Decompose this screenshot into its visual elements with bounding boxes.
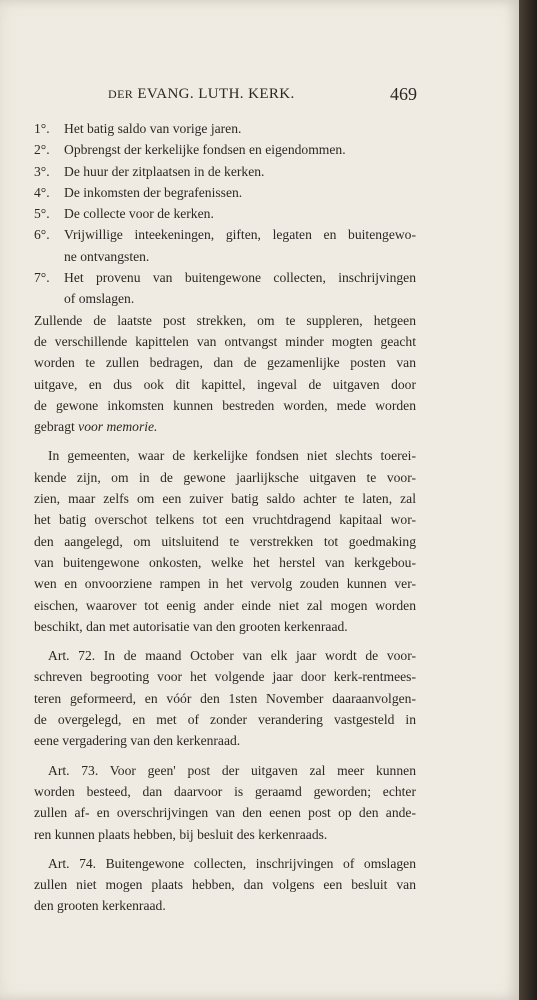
paragraph-line: Art. 73. Voor geen' post der uitgaven zal meer kunnen <box>48 762 416 778</box>
item-line: De collecte voor de kerken. <box>64 206 214 222</box>
item-line: Vrijwillige inteekeningen, giften, legaten en buitengewo- <box>64 227 416 243</box>
paragraph-line: worden te zullen bedragen, dan de gezamenlijke posten van <box>34 355 416 371</box>
paragraph-line: schreven begrooting voor het volgende jaar door kerk-rentmees- <box>34 669 416 685</box>
article-73 <box>34 760 416 845</box>
item-number: 3°. <box>34 163 50 179</box>
paragraph-line: zien, maar zelfs om een zuiver batig saldo achter te laten, zal <box>34 491 416 507</box>
page-number: 469 <box>390 84 417 104</box>
article-74 <box>34 853 416 917</box>
running-title-rest: EVANG. LUTH. KERK. <box>137 86 295 102</box>
paragraph-line: wen en onvoorziene rampen in het vervolg zouden kunnen ver- <box>34 576 416 592</box>
list-item <box>34 267 416 310</box>
item-line: ne ontvangsten. <box>64 248 150 264</box>
running-title <box>108 86 295 103</box>
paragraph-line <box>34 416 416 437</box>
paragraph-line: de overgelegd, en met of zonder verandering vastgesteld in <box>34 712 416 728</box>
paragraph-line: eene vergadering van den kerkenraad. <box>34 733 241 749</box>
list-item <box>34 139 416 160</box>
item-number: 7°. <box>34 270 50 286</box>
running-title-prefix: DER <box>108 87 134 101</box>
paragraph-line: eischen, waarover tot eenig ander einde niet zal mogen worden <box>34 597 416 613</box>
item-line: Het batig saldo van vorige jaren. <box>64 121 242 136</box>
list-item <box>34 203 416 224</box>
item-number: 2°. <box>34 142 50 158</box>
paragraph-line: het batig overschot telkens tot een vruchtdragend kapitaal wor- <box>34 512 416 528</box>
paragraph-line: teren geformeerd, en vóór den 1sten November daaraanvolgen- <box>34 690 416 706</box>
paragraph-line: zullen af- en overschrijvingen van den eenen post op den ande- <box>34 805 416 821</box>
item-number: 5°. <box>34 206 50 222</box>
paragraph-line: de verschillende kapittelen van ontvangst minder mogten geacht <box>34 333 416 349</box>
item-number: 1°. <box>34 121 50 136</box>
list-item <box>34 161 416 182</box>
paragraph-line: van buitengewone onkosten, welke het herstel van kerkgebou- <box>34 554 416 570</box>
page-header <box>108 86 417 108</box>
list-item <box>34 118 416 139</box>
paragraph-line: Art. 74. Buitengewone collecten, inschrijvingen of omslagen <box>48 855 416 871</box>
paragraph <box>34 445 416 637</box>
paragraph-line: ren kunnen plaats hebben, bij besluit des kerkenraads. <box>34 826 328 842</box>
item-line: Opbrengst der kerkelijke fondsen en eigendommen. <box>64 142 346 158</box>
article-72 <box>34 645 416 751</box>
list-item <box>34 182 416 203</box>
item-line: De inkomsten der begrafenissen. <box>64 184 243 200</box>
paragraph-line: den grooten kerkenraad. <box>34 898 166 914</box>
page-body <box>34 118 416 917</box>
spacer <box>34 637 416 645</box>
paragraph-line: In gemeenten, waar de kerkelijke fondsen niet slechts toerei- <box>48 448 416 464</box>
paragraph-line: Art. 72. In de maand October van elk jaar wordt de voor- <box>48 648 416 664</box>
item-line: Het provenu van buitengewone collecten, inschrijvingen <box>64 270 416 286</box>
paragraph-line: den aangelegd, om uitsluitend te verstrekken tot goedmaking <box>34 533 416 549</box>
italic-phrase: voor memorie. <box>78 419 158 435</box>
spacer <box>34 437 416 445</box>
paragraph <box>34 310 416 438</box>
paragraph-text: gebragt <box>34 419 79 435</box>
item-number: 6°. <box>34 227 50 243</box>
list-item <box>34 224 416 267</box>
paragraph-line: zullen niet mogen plaats hebben, dan volgens een besluit van <box>34 877 416 893</box>
paragraph-line: beschikt, dan met autorisatie van den grooten kerkenraad. <box>34 618 348 634</box>
book-spine-edge <box>519 0 537 1000</box>
item-line: De huur der zitplaatsen in de kerken. <box>64 163 265 179</box>
paragraph-line: uitgave, en dus ook dit kapittel, ingeval de uitgaven door <box>34 376 416 392</box>
paragraph-line: worden besteed, dan daarvoor is geraamd geworden; echter <box>34 783 416 799</box>
paragraph-line: de gewone inkomsten kunnen bestreden worden, mede worden <box>34 397 416 413</box>
paragraph-line: Zullende de laatste post strekken, om te suppleren, hetgeen <box>34 312 416 328</box>
item-number: 4°. <box>34 184 50 200</box>
paragraph-line: kende zijn, om in de gewone jaarlijksche uitgaven te voor- <box>34 469 416 485</box>
spacer <box>34 845 416 853</box>
spacer <box>34 752 416 760</box>
item-line: of omslagen. <box>64 291 135 307</box>
